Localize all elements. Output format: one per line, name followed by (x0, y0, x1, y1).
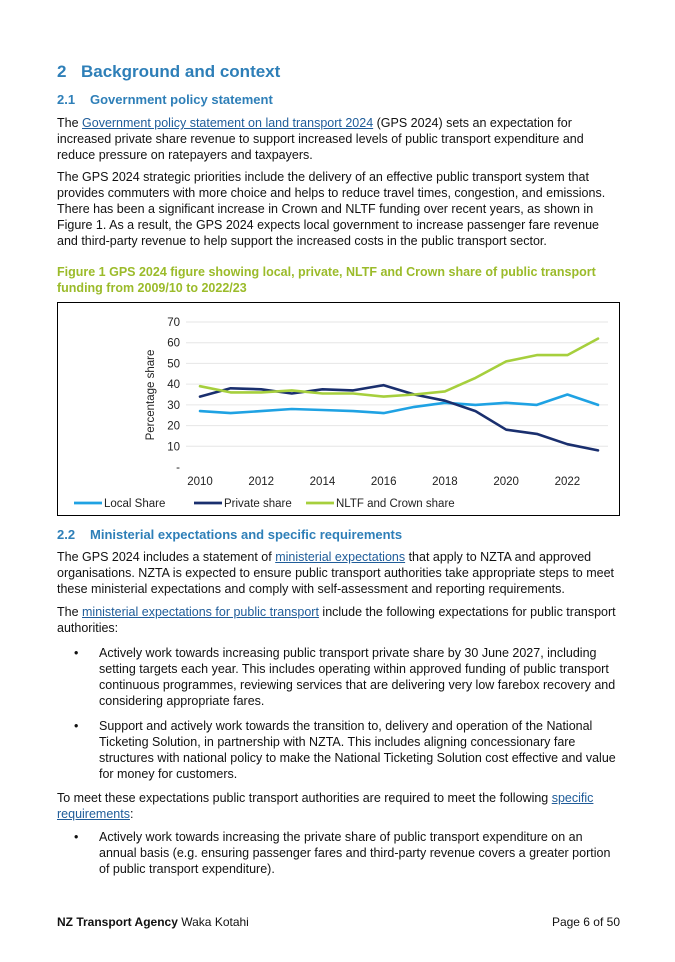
list-item: • Actively work towards increasing public transport private share by 30 June 2027, including setting targets each year. This includes operating within approved funding of public transport continuous programmes, reviewing services that are delivering very low farebox recovery and considering appropriate fares. (74, 646, 616, 708)
list-item: • Support and actively work towards the transition to, delivery and operation of the National Ticketing Solution, in partnership with NZTA. This includes aligning concessionary fare structures with national policy to make the National Ticketing Solution cost effective and value for money for customers. (74, 719, 616, 781)
specific-requirements-link[interactable]: specific requirements (57, 791, 594, 821)
y-tick-label: 70 (167, 317, 180, 329)
paragraph-pt-expectations: The ministerial expectations for public transport include the following expectations for public transport authorities: (57, 605, 616, 635)
chart-frame (57, 302, 620, 516)
y-tick-label: 50 (167, 358, 180, 371)
y-tick-label: 20 (167, 420, 180, 433)
requirements-list (57, 829, 620, 877)
subsection-heading-2-2: 2.2 Ministerial expectations and specific requirements (57, 527, 403, 542)
x-tick-label: 2020 (493, 476, 519, 488)
bullet-glyph: • (74, 830, 79, 844)
y-tick-label: 10 (167, 441, 180, 454)
y-axis-label: Percentage share (145, 349, 157, 441)
paragraph-gps-intro: The Government policy statement on land transport 2024 (GPS 2024) sets an expectation for increased private share revenue to support increased levels of public transport expenditure and reduce pressure on ratepayers and taxpayers. (57, 116, 584, 162)
y-tick-label: 30 (167, 399, 180, 412)
x-tick-label: 2012 (248, 476, 275, 488)
x-tick-label: 2016 (370, 476, 397, 488)
footer-org: NZ Transport Agency Waka Kotahi (57, 915, 249, 929)
bullet-glyph: • (74, 646, 79, 660)
paragraph-ministerial-statement: The GPS 2024 includes a statement of ministerial expectations that apply to NZTA and approved organisations. NZTA is expected to ensure public transport authorities take appropriate steps to meet these ministerial expectations and comply with self-assessment and reporting requirements. (57, 550, 615, 596)
y-tick-label: 40 (167, 379, 180, 392)
x-tick-label: 2010 (187, 476, 213, 488)
paragraph-strategic-priorities: The GPS 2024 strategic priorities include the delivery of an effective public transport system that provides commuters with more choice and helps to reduce travel times, congestion, and emissions. There has been a significant increase in Crown and NLTF funding over recent years, as shown in Figure 1. As a result, the GPS 2024 expects local government to increase passenger fare revenue and third-party revenue to help support the increased costs in the public transport sector. (57, 170, 606, 248)
page-number: Page 6 of 50 (551, 915, 620, 929)
series-line (200, 395, 598, 414)
bullet-glyph: • (74, 719, 79, 733)
legend-label: NLTF and Crown share (336, 498, 455, 510)
line-chart (58, 303, 619, 515)
gps-2024-link[interactable]: Government policy statement on land transport 2024 (82, 116, 374, 130)
y-tick-label: 60 (167, 337, 180, 350)
x-tick-label: 2014 (309, 476, 336, 488)
figure-caption: Figure 1 GPS 2024 figure showing local, private, NLTF and Crown share of public transport funding from 2009/10 to 2022/23 (57, 265, 596, 295)
list-item: • Actively work towards increasing the private share of public transport expenditure on an annual basis (e.g. ensuring passenger fares and third-party revenue covers a greater portion of public transport expenditure). (74, 830, 611, 876)
section-heading: 2 Background and context (57, 62, 281, 81)
ministerial-expectations-link[interactable]: ministerial expectations (275, 550, 406, 564)
page-footer (57, 915, 620, 929)
legend-label: Private share (224, 498, 292, 510)
series-line (200, 339, 598, 397)
paragraph-specific-requirements: To meet these expectations public transport authorities are required to meet the following specific requirements: (57, 791, 594, 821)
legend-label: Local Share (104, 498, 166, 510)
ministerial-expectations-pt-link[interactable]: ministerial expectations for public transport (82, 605, 319, 619)
y-tick-label: - (176, 462, 180, 474)
x-tick-label: 2022 (554, 476, 581, 488)
subsection-heading-2-1: 2.1 Government policy statement (57, 92, 273, 107)
expectations-list (57, 645, 620, 782)
x-tick-label: 2018 (432, 476, 458, 488)
